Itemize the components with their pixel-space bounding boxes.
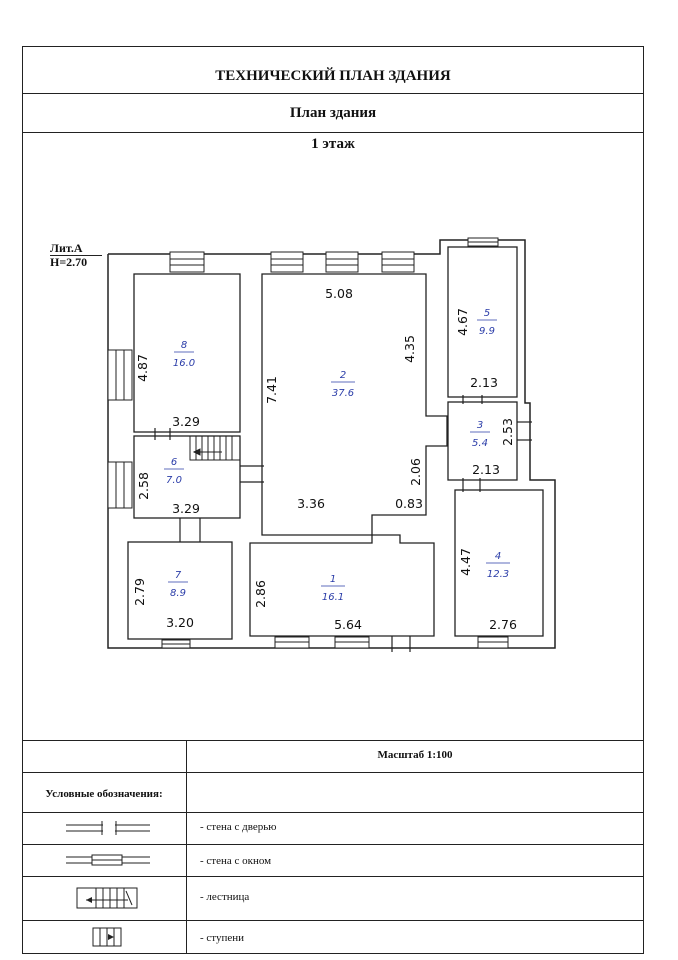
room-area: 5.4: [472, 438, 488, 449]
room-number: 7: [174, 570, 182, 581]
dimension: 5.08: [325, 286, 353, 301]
legend-row-title: [22, 772, 644, 812]
dimension: 2.53: [500, 418, 515, 446]
stairs-icon: [76, 887, 138, 909]
dimension: 2.13: [472, 462, 500, 477]
legend-item-steps: - ступени: [200, 932, 244, 944]
window-wall-icon: [66, 853, 150, 867]
legend-section: [22, 740, 644, 954]
dimension: 2.86: [253, 580, 268, 608]
dimension: 3.29: [172, 414, 200, 429]
window: [275, 637, 309, 648]
legend-row-door: [22, 812, 644, 844]
room-area: 12.3: [486, 569, 510, 580]
window: [382, 252, 414, 272]
room-area: 16.0: [172, 358, 196, 369]
dimension: 4.35: [402, 335, 417, 363]
room-number: 3: [476, 420, 484, 431]
room-area: 16.1: [321, 592, 345, 603]
dimension: 2.76: [489, 617, 517, 632]
steps-icon: [92, 927, 122, 947]
room-area: 9.9: [479, 326, 495, 337]
room-number: 1: [329, 574, 337, 585]
room-area: 7.0: [166, 475, 182, 486]
lit-name: Лит.А: [50, 242, 102, 256]
dimension: 2.58: [136, 472, 151, 500]
legend-item-door: - стена с дверью: [200, 821, 277, 833]
room-number: 6: [170, 457, 178, 468]
document-title: ТЕХНИЧЕСКИЙ ПЛАН ЗДАНИЯ: [23, 47, 643, 94]
dimension: 5.64: [334, 617, 362, 632]
dimension: 7.41: [264, 376, 279, 404]
dimension: 3.29: [172, 501, 200, 516]
doors: [155, 395, 532, 652]
window: [326, 252, 358, 272]
legend-item-window: - стена с окном: [200, 855, 272, 867]
room-number: 2: [339, 370, 347, 381]
dimension: 4.47: [458, 548, 473, 576]
legend-row-stairs: [22, 876, 644, 920]
window: [468, 238, 498, 246]
floor-label: 1 этаж: [311, 136, 355, 152]
room-area: 37.6: [331, 388, 355, 399]
window: [478, 637, 508, 648]
room-number: 5: [483, 308, 491, 319]
stairs: [190, 436, 240, 460]
room-number: 4: [494, 551, 502, 562]
legend-item-stairs: - лестница: [200, 891, 250, 903]
legend-row-steps: [22, 920, 644, 954]
dimension: 4.87: [135, 354, 150, 382]
window: [108, 350, 132, 400]
dimension: 2.06: [408, 458, 423, 486]
window: [335, 637, 369, 648]
dimension: 2.13: [470, 375, 498, 390]
lit-height: H=2.70: [50, 255, 88, 269]
dimension: 0.83: [395, 496, 423, 511]
window: [108, 462, 132, 508]
window: [162, 640, 190, 648]
room-area: 8.9: [170, 588, 186, 599]
dimension: 4.67: [455, 308, 470, 336]
room-8: [134, 274, 240, 432]
window: [271, 252, 303, 272]
dimension: 3.20: [166, 615, 194, 630]
legend-row-scale: [22, 740, 644, 772]
door-wall-icon: [66, 819, 150, 837]
legend-row-window: [22, 844, 644, 876]
document-subtitle: План здания: [23, 94, 643, 133]
window: [170, 252, 204, 272]
legend-title: Условные обозначения:: [45, 788, 163, 800]
dimension: 3.36: [297, 496, 325, 511]
dimension: 2.79: [132, 578, 147, 606]
scale-label: Масштаб 1:100: [377, 749, 453, 761]
room-number: 8: [180, 340, 188, 351]
